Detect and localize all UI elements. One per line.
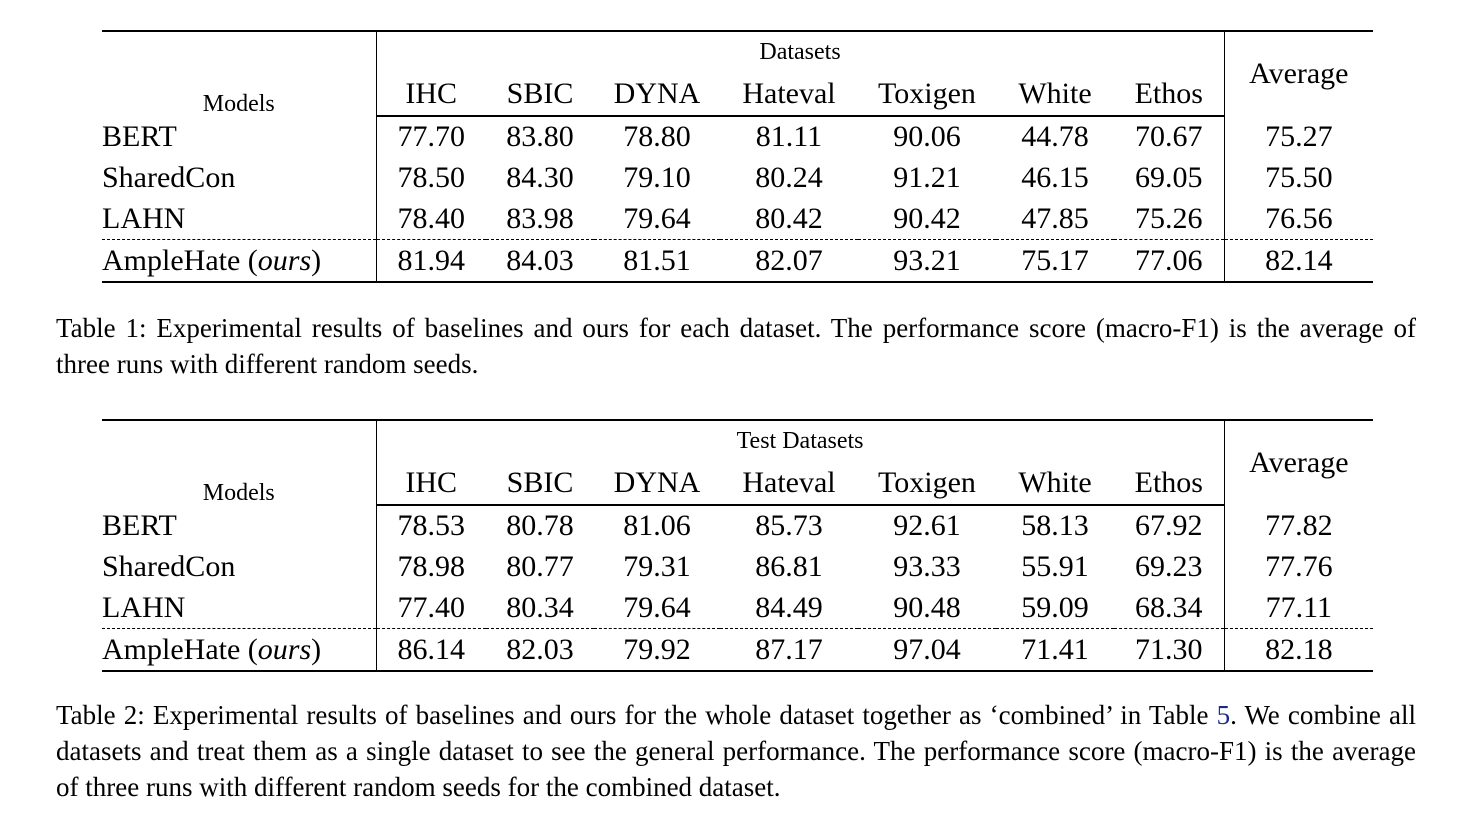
column-header-sbic: SBIC bbox=[486, 461, 594, 505]
score-cell: 82.03 bbox=[486, 629, 594, 672]
score-cell: 80.24 bbox=[755, 160, 823, 194]
score-cell: 87.17 bbox=[720, 629, 858, 672]
score-cell: 79.31 bbox=[623, 549, 691, 583]
table-2 bbox=[102, 419, 1373, 672]
table-row bbox=[102, 587, 1373, 629]
model-name: BERT bbox=[102, 505, 376, 546]
score-cell: 80.78 bbox=[506, 509, 574, 542]
score-cell: 84.49 bbox=[755, 590, 823, 624]
score-cell: 86.81 bbox=[755, 549, 823, 583]
score-cell: 79.10 bbox=[623, 160, 691, 194]
score-cell: 71.30 bbox=[1114, 629, 1224, 672]
score-cell: 82.07 bbox=[720, 240, 858, 283]
score-cell: 71.41 bbox=[996, 629, 1114, 672]
score-cell: 84.30 bbox=[506, 160, 574, 194]
score-cell: 46.15 bbox=[1021, 160, 1089, 194]
score-cell: 92.61 bbox=[893, 509, 961, 542]
table-row bbox=[102, 157, 1373, 198]
score-cell: 80.77 bbox=[506, 549, 574, 583]
score-cell: 59.09 bbox=[1021, 590, 1089, 624]
models-header: Models bbox=[102, 420, 376, 505]
score-cell: 93.21 bbox=[858, 240, 996, 283]
score-cell: 81.94 bbox=[376, 240, 486, 283]
score-cell: 80.34 bbox=[506, 590, 574, 624]
score-cell: 91.21 bbox=[893, 160, 961, 194]
score-cell: 47.85 bbox=[1021, 201, 1089, 235]
model-name: AmpleHate (ours) bbox=[102, 240, 376, 283]
score-cell: 97.04 bbox=[858, 629, 996, 672]
model-name: LAHN bbox=[102, 198, 376, 240]
average-cell: 82.14 bbox=[1224, 240, 1373, 283]
table-row bbox=[102, 198, 1373, 240]
score-cell: 78.53 bbox=[397, 509, 465, 542]
column-header-sbic: SBIC bbox=[486, 72, 594, 116]
column-header-white: White bbox=[996, 72, 1114, 116]
average-cell: 77.76 bbox=[1265, 549, 1333, 583]
score-cell: 85.73 bbox=[755, 509, 823, 542]
score-cell: 78.98 bbox=[397, 549, 465, 583]
score-cell: 78.50 bbox=[397, 160, 465, 194]
score-cell: 90.48 bbox=[893, 590, 961, 624]
score-cell: 80.42 bbox=[755, 201, 823, 235]
score-cell: 44.78 bbox=[1021, 120, 1089, 153]
caption-text: Table 2: Experimental results of baselines and ours for the whole dataset together as ‘combined’ in Table bbox=[56, 700, 1217, 730]
column-header-white: White bbox=[996, 461, 1114, 505]
column-header-hateval: Hateval bbox=[720, 72, 858, 116]
score-cell: 79.64 bbox=[623, 201, 691, 235]
score-cell: 81.11 bbox=[755, 120, 823, 153]
ours-label: ours bbox=[257, 243, 312, 277]
score-cell: 81.06 bbox=[623, 509, 691, 542]
column-header-ihc: IHC bbox=[376, 72, 486, 116]
score-cell: 55.91 bbox=[1021, 549, 1089, 583]
score-cell: 68.34 bbox=[1114, 587, 1224, 629]
average-header: Average bbox=[1224, 420, 1373, 505]
test-datasets-group-header: Test Datasets bbox=[376, 420, 1224, 461]
average-cell: 77.11 bbox=[1265, 590, 1333, 624]
average-cell: 75.27 bbox=[1265, 119, 1333, 153]
score-cell: 75.17 bbox=[996, 240, 1114, 283]
score-cell: 79.92 bbox=[594, 629, 720, 672]
column-header-hateval: Hateval bbox=[720, 461, 858, 505]
score-cell: 75.26 bbox=[1114, 198, 1224, 240]
column-header-dyna: DYNA bbox=[594, 72, 720, 116]
score-cell: 86.14 bbox=[376, 629, 486, 672]
score-cell: 78.40 bbox=[397, 201, 465, 235]
average-cell: 77.82 bbox=[1265, 508, 1333, 542]
score-cell: 69.05 bbox=[1114, 157, 1224, 198]
column-header-ethos: Ethos bbox=[1114, 72, 1224, 116]
score-cell: 77.40 bbox=[397, 590, 465, 624]
score-cell: 79.64 bbox=[623, 590, 691, 624]
column-header-ethos: Ethos bbox=[1114, 461, 1224, 505]
table-row bbox=[102, 116, 1373, 157]
table-row bbox=[102, 505, 1373, 546]
table-1 bbox=[102, 30, 1373, 283]
table-ref-link[interactable]: 5 bbox=[1216, 700, 1231, 730]
average-cell: 82.18 bbox=[1224, 629, 1373, 672]
score-cell: 84.03 bbox=[486, 240, 594, 283]
score-cell: 78.80 bbox=[623, 120, 691, 153]
average-cell: 76.56 bbox=[1265, 201, 1333, 235]
score-cell: 83.80 bbox=[506, 120, 574, 153]
table-1-caption: Table 1: Experimental results of baselines and ours for each dataset. The performance score (macro-F1) is the average of three runs with different random seeds. bbox=[56, 313, 1416, 379]
datasets-group-header: Datasets bbox=[376, 31, 1224, 72]
score-cell: 90.06 bbox=[893, 120, 961, 153]
score-cell: 67.92 bbox=[1114, 505, 1224, 546]
model-name-text: AmpleHate bbox=[102, 632, 241, 666]
average-header: Average bbox=[1224, 31, 1373, 116]
score-cell: 77.70 bbox=[397, 120, 465, 153]
column-header-toxigen: Toxigen bbox=[858, 72, 996, 116]
model-name: AmpleHate (ours) bbox=[102, 629, 376, 672]
model-name: BERT bbox=[102, 116, 376, 157]
caption-text: . We combine all datasets and treat them as a single dataset to see the general performance. The performance score (macro-F1) is the average of three runs with different random seeds for the combined dataset. bbox=[56, 700, 1416, 802]
score-cell: 81.51 bbox=[594, 240, 720, 283]
model-name: SharedCon bbox=[102, 546, 376, 587]
column-header-toxigen: Toxigen bbox=[858, 461, 996, 505]
score-cell: 69.23 bbox=[1114, 546, 1224, 587]
column-header-ihc: IHC bbox=[376, 461, 486, 505]
model-name: LAHN bbox=[102, 587, 376, 629]
score-cell: 93.33 bbox=[893, 549, 961, 583]
score-cell: 90.42 bbox=[893, 201, 961, 235]
model-name-text: AmpleHate bbox=[102, 243, 241, 277]
score-cell: 58.13 bbox=[1021, 509, 1089, 542]
table-row bbox=[102, 546, 1373, 587]
score-cell: 70.67 bbox=[1114, 116, 1224, 157]
table-2-caption bbox=[56, 697, 1416, 805]
models-header: Models bbox=[102, 31, 376, 116]
score-cell: 77.06 bbox=[1114, 240, 1224, 283]
model-name: SharedCon bbox=[102, 157, 376, 198]
table-row-ours bbox=[102, 240, 1373, 283]
score-cell: 83.98 bbox=[506, 201, 574, 235]
table-row-ours bbox=[102, 629, 1373, 672]
average-cell: 75.50 bbox=[1265, 160, 1333, 194]
column-header-dyna: DYNA bbox=[594, 461, 720, 505]
ours-label: ours bbox=[257, 632, 312, 666]
